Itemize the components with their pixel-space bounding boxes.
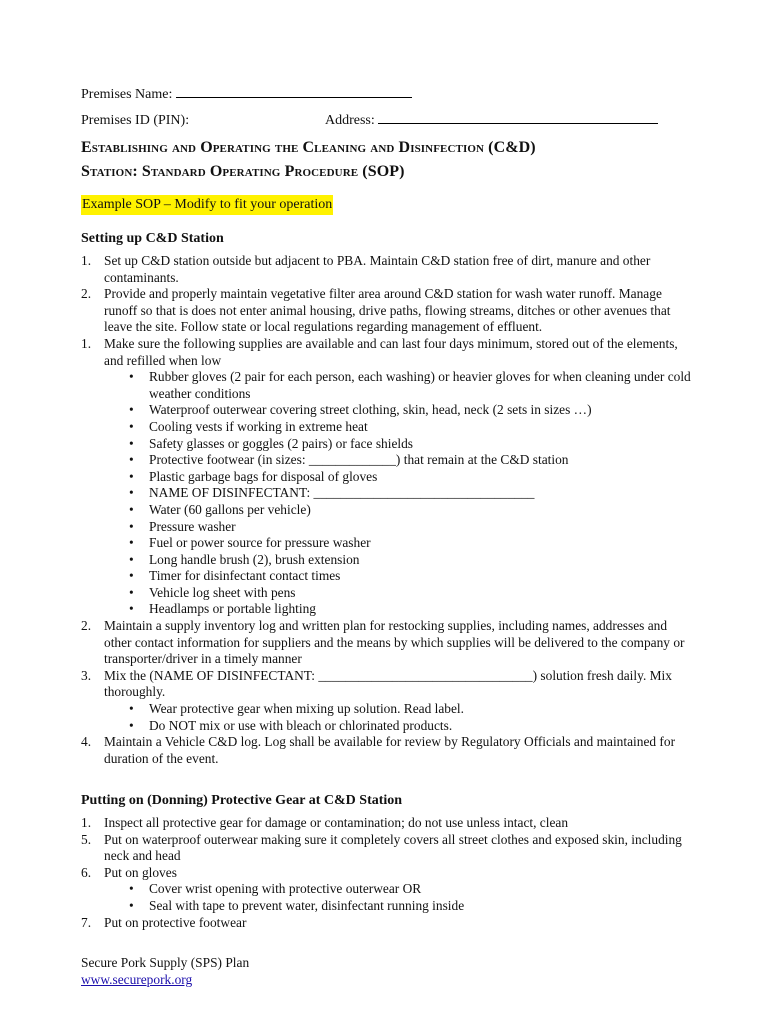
list-item: • Long handle brush (2), brush extension (129, 551, 360, 567)
list-item: 1. Make sure the following supplies are available and can last four days minimum, stored out of the elements, and refilled when low (81, 335, 678, 368)
address-row (325, 112, 658, 129)
mix-bullets (81, 701, 696, 734)
list-item: • Do NOT mix or use with bleach or chlorinated products. (129, 717, 453, 733)
premises-name-row (81, 86, 412, 103)
list-item: • Pressure washer (129, 518, 236, 534)
list-item: 1. Set up C&D station outside but adjacent to PBA. Maintain C&D station free of dirt, manure and other contaminants. (81, 253, 651, 285)
premises-id-label: Premises ID (PIN): (81, 113, 190, 128)
list-item: • Cooling vests if working in extreme heat (129, 418, 368, 434)
premises-name-field[interactable] (176, 86, 412, 98)
section-heading-donning: Putting on (Donning) Protective Gear at C&D Station (81, 793, 403, 808)
list-item: • Headlamps or portable lighting (129, 601, 316, 617)
list-item: 5. Put on waterproof outerwear making sure it completely covers all street clothes and exposed skin, including neck and head (81, 831, 682, 864)
donning-steps-list (81, 815, 696, 931)
premises-name-label: Premises Name: (81, 87, 173, 102)
title-line-1: Establishing and Operating the Cleaning and Disinfection (C&D) (81, 139, 536, 156)
example-sop-note: Example SOP – Modify to fit your operation (81, 195, 333, 215)
list-item: • Rubber gloves (2 pair for each person, each washing) or heavier gloves for when cleaning under cold weather conditions (129, 369, 691, 401)
list-item: • Cover wrist opening with protective outerwear OR (129, 881, 422, 897)
list-item: 1. Inspect all protective gear for damage or contamination; do not use unless intact, clean (81, 815, 569, 830)
section-heading-setup: Setting up C&D Station (81, 231, 224, 246)
address-label: Address: (325, 113, 375, 128)
glove-bullets (81, 881, 696, 914)
list-item: • NAME OF DISINFECTANT: _________________________________ (129, 485, 535, 501)
list-item: 3. Mix the (NAME OF DISINFECTANT: ________________________________) solution fresh daily. Mix thoroughly. (81, 667, 672, 700)
list-item: 7. Put on protective footwear (81, 914, 247, 930)
list-item: • Safety glasses or goggles (2 pairs) or face shields (129, 435, 414, 451)
list-item: • Water (60 gallons per vehicle) (129, 501, 311, 517)
footer-plan-name: Secure Pork Supply (SPS) Plan (81, 955, 250, 970)
list-item: • Protective footwear (in sizes: _____________) that remain at the C&D station (129, 452, 569, 468)
list-item: • Timer for disinfectant contact times (129, 568, 341, 584)
list-item: 2. Provide and properly maintain vegetative filter area around C&D station for wash water runoff. Manage runoff so that is does not enter animal housing, drive paths, flowing streams, ditches or other avenues that leave the site. Follow state or local regulations regarding management of effluent. (81, 286, 671, 335)
supplies-bullets (81, 369, 696, 618)
premises-id-row (81, 112, 193, 129)
list-item: 6. Put on gloves (81, 864, 177, 880)
setup-steps-list (81, 253, 696, 767)
footer-website-link[interactable]: www.securepork.org (81, 972, 193, 987)
list-item: 2. Maintain a supply inventory log and written plan for restocking supplies, including names, addresses and other contact information for suppliers and the means by which supplies will be delivered to the company or transporter/driver in a timely manner (81, 618, 685, 667)
list-item: • Vehicle log sheet with pens (129, 584, 296, 600)
list-item: • Wear protective gear when mixing up solution. Read label. (129, 701, 464, 717)
address-field[interactable] (378, 112, 658, 124)
list-item: • Plastic garbage bags for disposal of gloves (129, 468, 378, 484)
document-title (81, 136, 701, 184)
list-item: • Fuel or power source for pressure washer (129, 535, 371, 551)
list-item: 4. Maintain a Vehicle C&D log. Log shall be available for review by Regulatory Officials and maintained for duration of the event. (81, 734, 676, 766)
list-item: • Waterproof outerwear covering street clothing, skin, head, neck (2 sets in sizes …) (129, 402, 592, 418)
title-line-2: Station: Standard Operating Procedure (SOP) (81, 163, 405, 180)
list-item: • Seal with tape to prevent water, disinfectant running inside (129, 897, 465, 913)
